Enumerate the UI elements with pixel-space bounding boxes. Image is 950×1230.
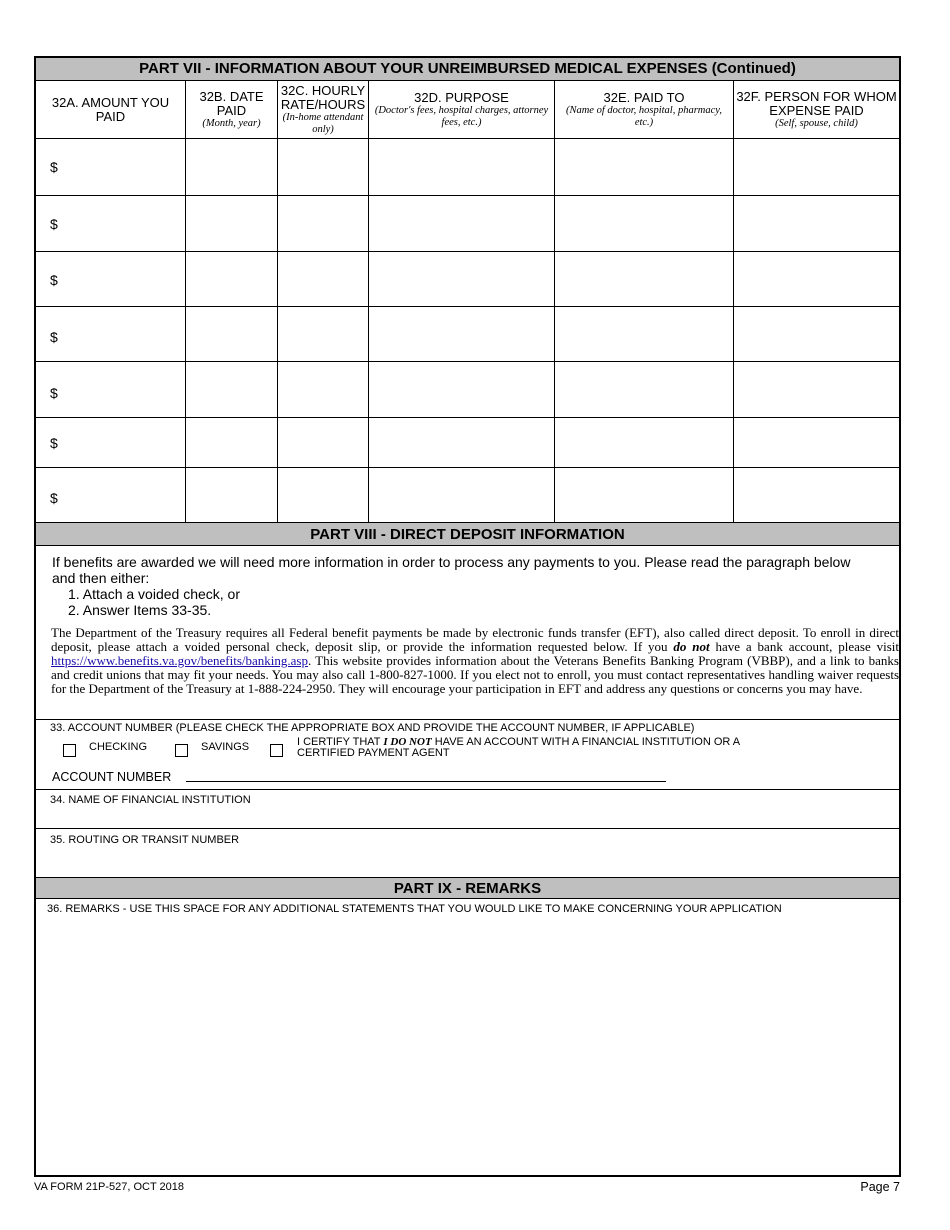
section-divider: [36, 828, 899, 829]
option-answer-items: 2. Answer Items 33-35.: [68, 602, 212, 618]
direct-deposit-options: [68, 586, 240, 618]
item33-label: 33. ACCOUNT NUMBER (PLEASE CHECK THE APPROPRIATE BOX AND PROVIDE THE ACCOUNT NUMBER, IF APPLICABLE): [50, 722, 695, 734]
row-divider: [36, 306, 899, 307]
col-header-amount: [36, 81, 185, 138]
remarks-field[interactable]: [46, 920, 891, 1170]
row-divider: [36, 467, 899, 468]
page-number: Page 7: [860, 1180, 900, 1194]
certify-text: HAVE AN ACCOUNT WITH A FINANCIAL INSTITUTION OR A CERTIFIED PAYMENT AGENT: [297, 736, 740, 759]
col-header-paid-to-sub: (Name of doctor, hospital, pharmacy, etc.): [565, 104, 723, 128]
row7-amount-field[interactable]: $: [50, 490, 58, 506]
form-id: VA FORM 21P-527, OCT 2018: [34, 1181, 184, 1193]
col-header-paid-to-label: 32E. PAID TO: [603, 89, 685, 105]
row3-amount-field[interactable]: $: [50, 272, 58, 288]
col-header-purpose-label: 32D. PURPOSE: [414, 89, 509, 105]
item35-label: 35. ROUTING OR TRANSIT NUMBER: [50, 834, 240, 846]
part7-title-bar: [36, 58, 899, 81]
col-header-rate-label: 32C. HOURLY RATE/HOURS: [280, 82, 366, 112]
part8-title-bar: [36, 522, 899, 546]
no-account-checkbox[interactable]: [270, 744, 283, 757]
col-divider: [554, 81, 555, 522]
col-header-date: [186, 81, 277, 138]
certify-text: I CERTIFY THAT: [297, 736, 384, 748]
financial-institution-field[interactable]: [50, 810, 890, 826]
account-number-field[interactable]: [186, 781, 666, 782]
col-header-date-sub: (Month, year): [202, 117, 261, 129]
part8-title: PART VIII - DIRECT DEPOSIT INFORMATION: [310, 526, 625, 543]
option-attach-check: 1. Attach a voided check, or: [68, 586, 240, 602]
col-header-amount-label: 32A. AMOUNT YOU PAID: [51, 94, 170, 124]
banking-link[interactable]: https://www.benefits.va.gov/benefits/banking.asp: [51, 653, 308, 668]
section-divider: [36, 719, 899, 720]
col-header-purpose-sub: (Doctor's fees, hospital charges, attorney fees, etc.): [374, 104, 549, 128]
account-number-label: ACCOUNT NUMBER: [52, 770, 172, 784]
row-divider: [36, 195, 899, 196]
form-page: [34, 56, 901, 1177]
col-header-paid-to: [555, 81, 733, 138]
part7-title: PART VII - INFORMATION ABOUT YOUR UNREIMBURSED MEDICAL EXPENSES (Continued): [139, 60, 796, 77]
treasury-eft-paragraph: [51, 626, 899, 696]
para-text: have a bank account, please visit: [709, 639, 899, 654]
col-header-person: [734, 81, 899, 138]
row2-amount-field[interactable]: $: [50, 216, 58, 232]
col-header-person-sub: (Self, spouse, child): [775, 117, 858, 129]
checking-label: CHECKING: [89, 741, 148, 753]
para-emphasis: do not: [673, 639, 710, 654]
item34-label: 34. NAME OF FINANCIAL INSTITUTION: [50, 794, 251, 806]
para-text: . This website provides information about the Veterans Benefits Banking Program (VBBP), and a link to banks and credit unions that may fit your needs. You may also call 1-800-827-1000. If you elect not to enroll, you must contact representatives handling waiver requests for the Department of the Treasury at 1-888-224-2950. They will encourage your participation in EFT and address any questions or concerns you may have.: [51, 653, 899, 696]
row5-amount-field[interactable]: $: [50, 385, 58, 401]
col-divider: [733, 81, 734, 522]
savings-label: SAVINGS: [201, 741, 250, 753]
routing-number-field[interactable]: [50, 850, 890, 872]
col-header-rate: [278, 81, 368, 138]
section-divider: [36, 789, 899, 790]
row4-amount-field[interactable]: $: [50, 329, 58, 345]
row1-amount-field[interactable]: $: [50, 159, 58, 175]
col-header-rate-sub: (In-home attendant only): [282, 111, 364, 135]
row-divider: [36, 417, 899, 418]
checking-checkbox[interactable]: [63, 744, 76, 757]
col-header-date-label: 32B. DATE PAID: [199, 88, 264, 118]
col-divider: [277, 81, 278, 522]
col-header-purpose: [369, 81, 554, 138]
certify-emphasis: I DO NOT: [383, 736, 432, 748]
row6-amount-field[interactable]: $: [50, 435, 58, 451]
col-divider: [185, 81, 186, 522]
col-header-person-label: 32F. PERSON FOR WHOM EXPENSE PAID: [736, 88, 897, 118]
no-account-label: [297, 737, 767, 759]
savings-checkbox[interactable]: [175, 744, 188, 757]
row-divider: [36, 361, 899, 362]
col-divider: [368, 81, 369, 522]
item36-label: 36. REMARKS - USE THIS SPACE FOR ANY ADDITIONAL STATEMENTS THAT YOU WOULD LIKE TO MAKE CONCERNING YOUR APPLICATION: [47, 903, 782, 915]
direct-deposit-intro: If benefits are awarded we will need more information in order to process any payments to you. Please read the paragraph below and then either:: [52, 554, 851, 586]
row-divider: [36, 138, 899, 139]
para-text: The Department of the Treasury requires all Federal benefit payments be made by electronic funds transfer (EFT), also called direct deposit. To enroll in direct deposit, please attach a voided personal check, deposit slip, or provide the information requested below. If you: [51, 625, 899, 654]
row-divider: [36, 251, 899, 252]
part9-title-bar: [36, 877, 899, 899]
part9-title: PART IX - REMARKS: [393, 880, 542, 897]
